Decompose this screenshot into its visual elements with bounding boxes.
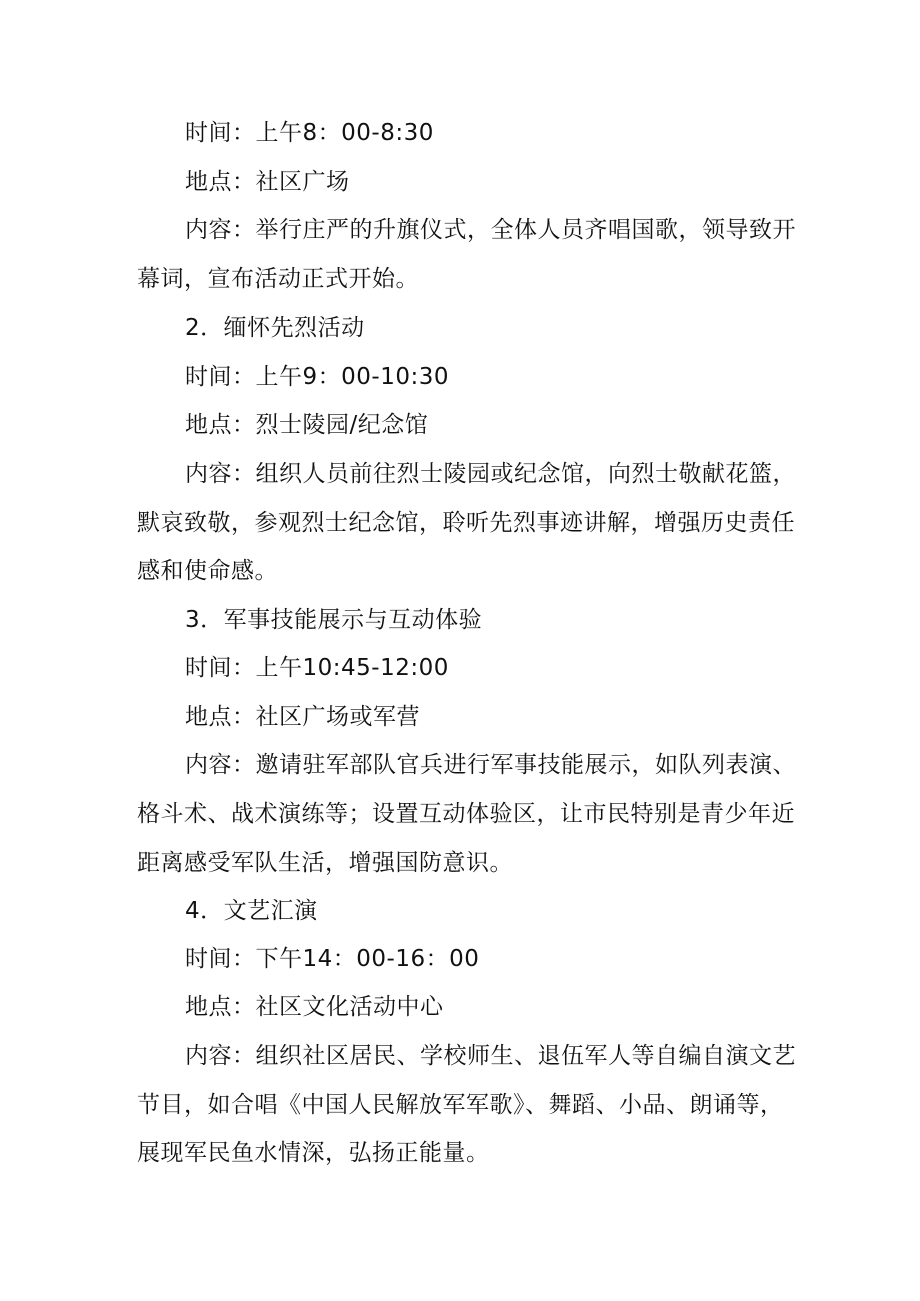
event4-content: 内容：组织社区居民、学校师生、退伍军人等自编自演文艺 <box>185 1043 796 1069</box>
event1-place: 地点：社区广场 <box>185 169 350 195</box>
event2-place: 地点：烈士陵园/纪念馆 <box>185 412 429 438</box>
event4-heading: 4．文艺汇演 <box>185 898 318 924</box>
event3-heading: 3．军事技能展示与互动体验 <box>185 607 483 633</box>
event2-time: 时间：上午9：00-10:30 <box>185 364 449 390</box>
event2-heading: 2．缅怀先烈活动 <box>185 315 365 341</box>
event1-content-cont: 幕词，宣布活动正式开始。 <box>137 266 419 292</box>
event4-place: 地点：社区文化活动中心 <box>185 994 444 1020</box>
event2-content-cont: 默哀致敬，参观烈士纪念馆，聆听先烈事迹讲解，增强历史责任 <box>137 510 795 536</box>
event4-content-cont: 展现军民鱼水情深，弘扬正能量。 <box>137 1140 490 1166</box>
event3-content: 内容：邀请驻军部队官兵进行军事技能展示，如队列表演、 <box>185 752 796 778</box>
event3-content-cont: 格斗术、战术演练等；设置互动体验区，让市民特别是青少年近 <box>137 801 795 827</box>
event3-content-cont: 距离感受军队生活，增强国防意识。 <box>137 850 513 876</box>
event2-content-cont: 感和使命感。 <box>137 558 278 584</box>
event2-content: 内容：组织人员前往烈士陵园或纪念馆，向烈士敬献花篮， <box>185 461 796 487</box>
event3-time: 时间：上午10:45-12:00 <box>185 655 449 681</box>
event4-time: 时间：下午14：00-16：00 <box>185 946 480 972</box>
event1-content: 内容：举行庄严的升旗仪式，全体人员齐唱国歌，领导致开 <box>185 217 796 243</box>
event3-place: 地点：社区广场或军营 <box>185 704 420 730</box>
event4-content-cont: 节目，如合唱《中国人民解放军军歌》、舞蹈、小品、朗诵等， <box>137 1092 784 1118</box>
event1-time: 时间：上午8：00-8:30 <box>185 120 434 146</box>
